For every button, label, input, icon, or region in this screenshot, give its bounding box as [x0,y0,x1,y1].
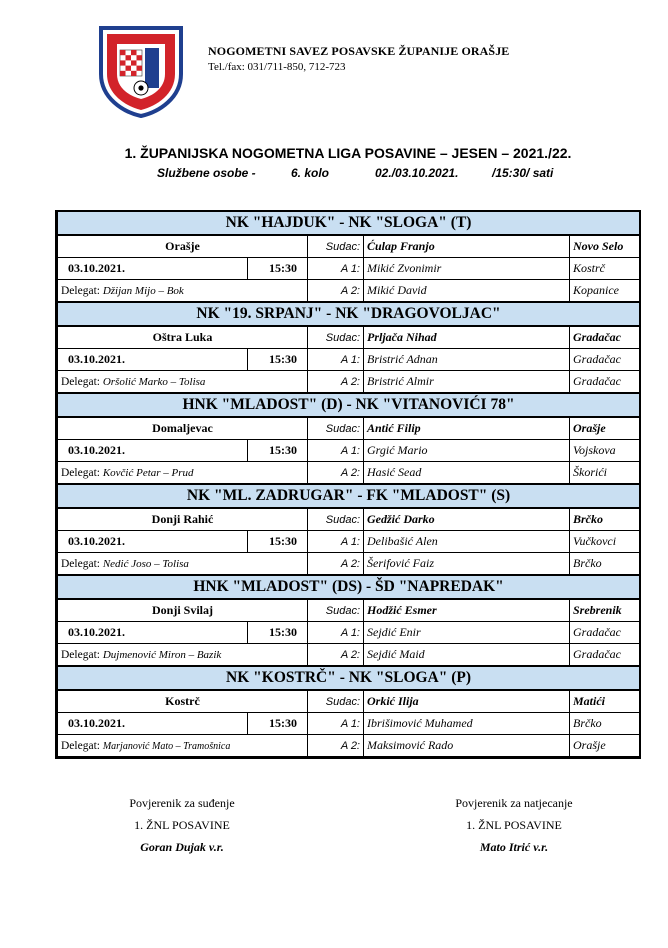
assistant2-name: Maksimović Rado [364,735,570,757]
match-assistant1-row [58,531,640,553]
subtitle-round: 6. kolo [291,166,330,180]
match-venue: Orašje [58,235,308,258]
match-venue: Donji Rahić [58,508,308,531]
signature-competition-commissioner [438,792,590,858]
referee-town: Orašje [570,417,640,440]
match-date: 03.10.2021. [58,258,248,280]
match-assistant1-row [58,713,640,735]
delegate-cell [58,462,308,485]
delegate-label: Delegat: [61,648,100,661]
match-time: 15:30 [248,440,308,462]
assistant1-name: Sejdić Enir [364,622,570,644]
match-fixture: NK "ML. ZADRUGAR" - FK "MLADOST" (S) [58,484,640,508]
referee-label: Sudac: [308,690,364,713]
referee-town: Gradačac [570,326,640,349]
document-title: 1. ŽUPANIJSKA NOGOMETNA LIGA POSAVINE – JESEN – 2021./22. [124,145,572,161]
match-assistant1-row [58,622,640,644]
assistant1-label: A 1: [308,713,364,735]
assistant2-label: A 2: [308,553,364,576]
referee-label: Sudac: [308,508,364,531]
subtitle-label: Službene osobe - [157,166,256,180]
referee-name: Prljača Nihad [364,326,570,349]
assistant1-label: A 1: [308,622,364,644]
match-fixture: NK "19. SRPANJ" - NK "DRAGOVOLJAC" [58,302,640,326]
assistant1-label: A 1: [308,440,364,462]
match-referee-row [58,235,640,258]
delegate-name: Oršolić Marko – Tolisa [102,375,206,388]
delegate-name: Marjanović Mato – Tramošnica [102,740,231,752]
assistant1-name: Bristrić Adnan [364,349,570,371]
referee-name: Antić Filip [364,417,570,440]
subtitle-dates: 02./03.10.2021. [375,166,459,180]
match-referee-row [58,508,640,531]
delegate-label: Delegat: [61,284,100,297]
checkerboard-shield-icon [120,50,142,76]
match-referee-row [58,599,640,622]
match-header-row [58,302,640,326]
match-fixture: HNK "MLADOST" (DS) - ŠD "NAPREDAK" [58,575,640,599]
delegate-name: Kovčić Petar – Prud [102,466,194,479]
signature-league: 1. ŽNL POSAVINE [466,818,562,832]
match-header-row [58,393,640,417]
match-header-row [58,484,640,508]
assistant1-name: Mikić Zvonimir [364,258,570,280]
assistant1-town: Vojskova [570,440,640,462]
referee-label: Sudac: [308,235,364,258]
match-referee-row [58,690,640,713]
assistant2-label: A 2: [308,735,364,757]
match-venue: Donji Svilaj [58,599,308,622]
match-venue: Domaljevac [58,417,308,440]
assistant1-town: Gradačac [570,622,640,644]
referee-town: Brčko [570,508,640,531]
signature-league: 1. ŽNL POSAVINE [134,818,230,832]
match-header-row [58,212,640,235]
assistant1-label: A 1: [308,258,364,280]
match-delegate-row [58,462,640,485]
match-time: 15:30 [248,531,308,553]
match-time: 15:30 [248,349,308,371]
referee-label: Sudac: [308,326,364,349]
delegate-label: Delegat: [61,375,100,388]
referee-label: Sudac: [308,599,364,622]
referee-town: Srebrenik [570,599,640,622]
match-fixture: HNK "MLADOST" (D) - NK "VITANOVIĆI 78" [58,393,640,417]
match-header-row [58,575,640,599]
assistant2-name: Hasić Sead [364,462,570,485]
assistant2-name: Bristrić Almir [364,371,570,394]
match-assistant1-row [58,258,640,280]
delegate-name: Dujmenović Miron – Bazik [102,648,222,661]
officials-schedule [55,210,641,759]
match-assistant1-row [58,440,640,462]
signature-name: Goran Dujak v.r. [140,840,224,854]
signature-name: Mato Itrić v.r. [479,840,549,854]
assistant2-town: Kopanice [570,280,640,303]
organization-header [208,44,509,73]
match-time: 15:30 [248,622,308,644]
assistant1-name: Delibašić Alen [364,531,570,553]
match-date: 03.10.2021. [58,713,248,735]
subtitle-time: /15:30/ sati [492,166,554,180]
assistant1-town: Vučkovci [570,531,640,553]
match-date: 03.10.2021. [58,622,248,644]
delegate-cell [58,371,308,394]
referee-name: Ćulap Franjo [364,235,570,258]
assistant1-label: A 1: [308,531,364,553]
match-venue: Oštra Luka [58,326,308,349]
match-time: 15:30 [248,258,308,280]
assistant1-name: Grgić Mario [364,440,570,462]
assistant2-label: A 2: [308,462,364,485]
delegate-cell [58,280,308,303]
delegate-name: Nedić Joso – Tolisa [102,557,189,570]
assistant2-name: Sejdić Maid [364,644,570,667]
referee-name: Gedžić Darko [364,508,570,531]
assistant2-town: Gradačac [570,371,640,394]
organization-name: NOGOMETNI SAVEZ POSAVSKE ŽUPANIJE ORAŠJE [208,44,510,58]
match-delegate-row [58,371,640,394]
signature-role: Povjerenik za natjecanje [455,796,573,810]
delegate-label: Delegat: [61,557,100,570]
referee-town: Matići [570,690,640,713]
match-referee-row [58,326,640,349]
match-referee-row [58,417,640,440]
match-fixture: NK "KOSTRČ" - NK "SLOGA" (P) [58,666,640,690]
delegate-label: Delegat: [61,739,100,752]
delegate-cell [58,553,308,576]
assistant2-label: A 2: [308,371,364,394]
assistant1-town: Brčko [570,713,640,735]
assistant2-name: Šerifović Faiz [364,553,570,576]
match-delegate-row [58,644,640,667]
referee-town: Novo Selo [570,235,640,258]
assistant2-town: Škorići [570,462,640,485]
match-assistant1-row [58,349,640,371]
assistant1-name: Ibrišimović Muhamed [364,713,570,735]
referee-name: Hodžić Esmer [364,599,570,622]
signature-role: Povjerenik za suđenje [129,796,235,810]
delegate-label: Delegat: [61,466,100,479]
signature-referee-commissioner [112,792,252,858]
match-venue: Kostrč [58,690,308,713]
assistant2-town: Orašje [570,735,640,757]
assistant2-town: Gradačac [570,644,640,667]
assistant2-name: Mikić David [364,280,570,303]
assistant1-town: Gradačac [570,349,640,371]
match-delegate-row [58,553,640,576]
match-date: 03.10.2021. [58,531,248,553]
delegate-cell [58,735,308,757]
assistant2-label: A 2: [308,644,364,667]
assistant1-town: Kostrč [570,258,640,280]
match-date: 03.10.2021. [58,440,248,462]
match-date: 03.10.2021. [58,349,248,371]
match-header-row [58,666,640,690]
organization-contact: Tel./fax: 031/711-850, 712-723 [208,61,346,73]
assistant2-label: A 2: [308,280,364,303]
match-fixture: NK "HAJDUK" - NK "SLOGA" (T) [58,212,640,235]
delegate-cell [58,644,308,667]
referee-label: Sudac: [308,417,364,440]
match-delegate-row [58,735,640,757]
delegate-name: Džijan Mijo – Bok [102,284,184,297]
federation-logo [93,22,189,118]
letters-panel [145,48,159,88]
match-time: 15:30 [248,713,308,735]
match-delegate-row [58,280,640,303]
assistant1-label: A 1: [308,349,364,371]
referee-name: Orkić Ilija [364,690,570,713]
assistant2-town: Brčko [570,553,640,576]
